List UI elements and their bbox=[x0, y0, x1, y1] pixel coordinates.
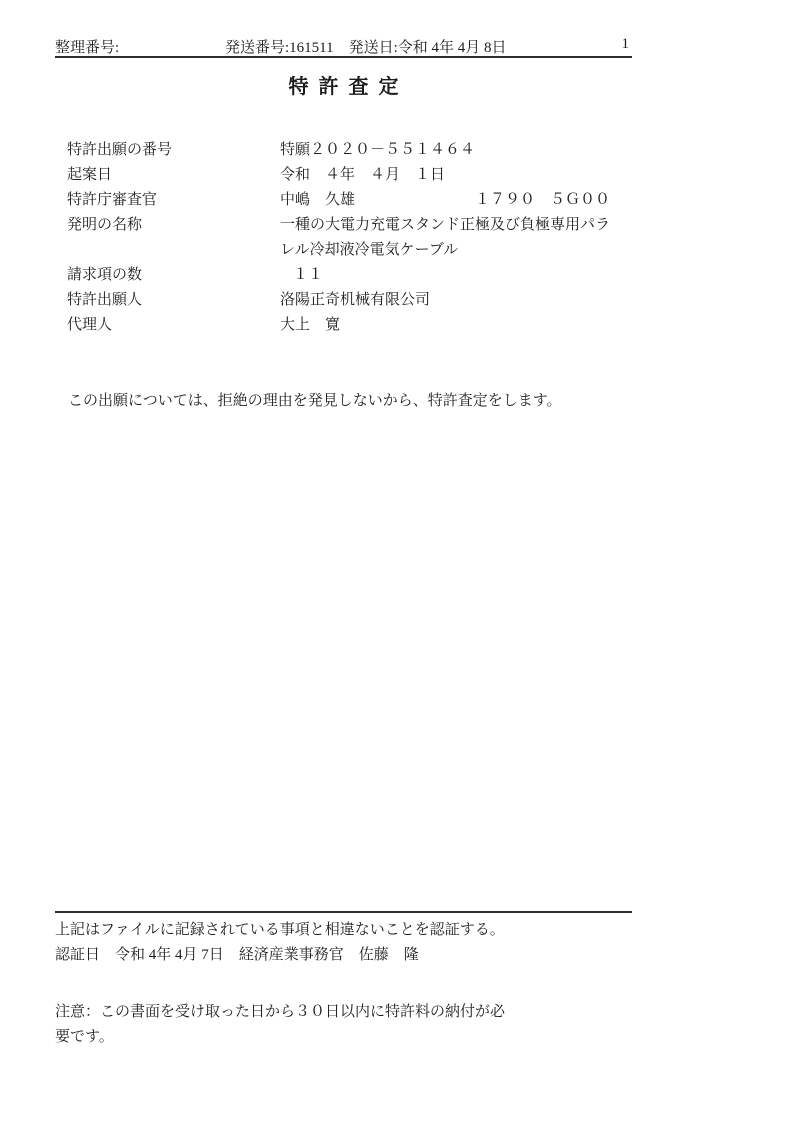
certification-block bbox=[55, 918, 655, 968]
certification-divider bbox=[55, 911, 632, 913]
agent-value: 大上 寛 bbox=[280, 317, 341, 333]
dispatch-info: 発送番号:161511 発送日:令和 4年 4月 8日 bbox=[225, 40, 507, 56]
invention-title-value bbox=[280, 213, 620, 263]
field-label: 請求項の数 bbox=[67, 267, 143, 283]
field-row-applicant bbox=[67, 288, 639, 313]
field-label: 特許庁審査官 bbox=[67, 192, 158, 208]
certification-statement: 上記はファイルに記録されている事項と相違ないことを認証する。 bbox=[55, 922, 505, 938]
document-header bbox=[55, 35, 632, 58]
reference-number-label: 整理番号: bbox=[55, 40, 120, 56]
decision-statement: この出願については、拒絶の理由を発見しないから、特許査定をします。 bbox=[68, 393, 562, 409]
invention-title-line1: 一種の大電力充電スタンド正極及び負極専用パラ bbox=[280, 217, 611, 233]
application-number-value: 特願２０２０－５５１４６４ bbox=[280, 142, 476, 158]
examiner-code-value: １７９０ ５Ｇ００ bbox=[475, 192, 611, 208]
claims-count-value: １１ bbox=[293, 267, 324, 283]
page-number: 1 bbox=[621, 36, 629, 52]
field-label: 起案日 bbox=[67, 167, 113, 183]
fields-block bbox=[67, 138, 639, 338]
certification-date-officer: 認証日 令和 4年 4月 7日 経済産業事務官 佐藤 隆 bbox=[55, 947, 419, 963]
field-label: 代理人 bbox=[67, 317, 113, 333]
draft-date-value: 令和 ４年 ４月 １日 bbox=[280, 167, 446, 183]
payment-note-line2: 要です。 bbox=[55, 1029, 114, 1045]
field-row-invention-title bbox=[67, 213, 639, 263]
payment-note bbox=[55, 1000, 655, 1050]
field-row-agent bbox=[67, 313, 639, 338]
field-row-draft-date bbox=[67, 163, 639, 188]
field-label: 特許出願の番号 bbox=[67, 142, 173, 158]
applicant-value: 洛陽正奇机械有限公司 bbox=[280, 292, 431, 308]
invention-title-line2: レル冷却液冷電気ケーブル bbox=[280, 242, 459, 258]
field-row-claims-count bbox=[67, 263, 639, 288]
document-title: 特許査定 bbox=[288, 76, 409, 98]
field-label: 発明の名称 bbox=[67, 217, 143, 233]
field-row-application-number bbox=[67, 138, 639, 163]
examiner-name-value: 中嶋 久雄 bbox=[280, 192, 356, 208]
field-label: 特許出願人 bbox=[67, 292, 143, 308]
field-row-examiner bbox=[67, 188, 639, 213]
payment-note-line1: 注意：この書面を受け取った日から３０日以内に特許料の納付が必 bbox=[55, 1004, 506, 1020]
